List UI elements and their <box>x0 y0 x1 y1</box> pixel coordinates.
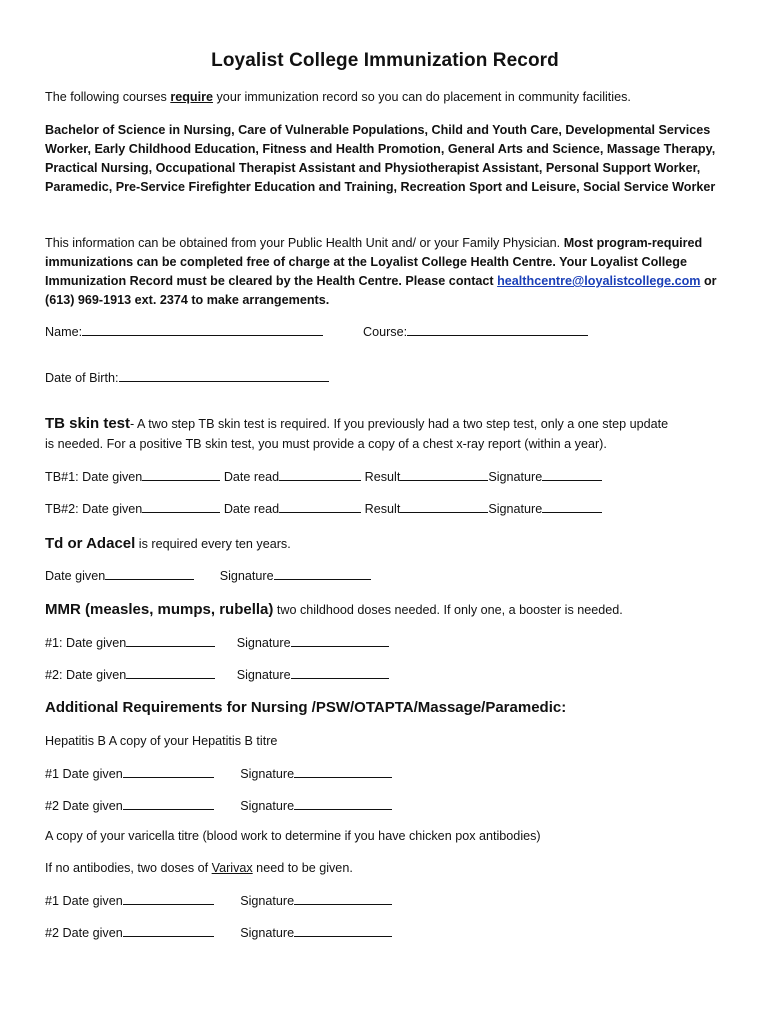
td-signature-line[interactable] <box>274 567 371 580</box>
td-row: Date given Signature <box>45 567 371 583</box>
tb2-result-line[interactable] <box>400 500 488 513</box>
tb1-row: TB#1: Date given Date read Result Signature <box>45 468 602 484</box>
tb1-result-line[interactable] <box>400 468 488 481</box>
page-title: Loyalist College Immunization Record <box>211 50 559 71</box>
varivax-word: Varivax <box>211 861 253 875</box>
dob-field-row <box>45 369 329 385</box>
tb2-date-read-line[interactable] <box>279 500 361 513</box>
dob-label: Date of Birth: <box>45 371 119 385</box>
tb1-signature-line[interactable] <box>542 468 602 481</box>
td-section: Td or Adacel is required every ten years. <box>45 535 291 552</box>
mmr1-signature-line[interactable] <box>291 634 389 647</box>
varivax1-date-given-line[interactable] <box>123 892 214 905</box>
require-emphasis: require <box>170 90 214 104</box>
name-label: Name: <box>45 325 83 339</box>
tb-heading: TB skin test <box>45 415 131 432</box>
tb2-signature-line[interactable] <box>542 500 602 513</box>
hepb2-date-given-line[interactable] <box>123 797 214 810</box>
tb2-date-given-line[interactable] <box>142 500 220 513</box>
tb1-date-given-line[interactable] <box>142 468 220 481</box>
tb-description: is needed. For a positive TB skin test, you must provide a copy of a chest x-ray report (within a year). <box>45 437 607 451</box>
varivax2-row: #2 Date given Signature <box>45 924 392 940</box>
mmr2-row: #2: Date given Signature <box>45 666 389 682</box>
course-input-line[interactable] <box>407 323 588 336</box>
course-field-row <box>363 323 588 339</box>
varivax1-row: #1 Date given Signature <box>45 892 392 908</box>
tb1-date-read-line[interactable] <box>279 468 361 481</box>
info-paragraph: This information can be obtained from your Public Health Unit and/ or your Family Physician. Most program-required immunizations can be completed free of charge at the Loyalist College Health Centre. Your Loyalist College Immunization Record must be cleared by the Health Centre. Please contact healthcentre@loyalistcollege.com or (613) 969-1913 ext. 2374 to make arrangements. <box>45 236 717 307</box>
varivax2-date-given-line[interactable] <box>123 924 214 937</box>
varivax1-signature-line[interactable] <box>294 892 392 905</box>
varivax-text: If no antibodies, two doses of Varivax need to be given. <box>45 861 353 875</box>
dob-input-line[interactable] <box>119 369 329 382</box>
name-input-line[interactable] <box>82 323 323 336</box>
tb-section: TB skin test- A two step TB skin test is required. If you previously had a two step test, only a one step update <box>45 415 669 432</box>
additional-heading: Additional Requirements for Nursing /PSW/OTAPTA/Massage/Paramedic: <box>45 699 567 716</box>
intro-text: The following courses require your immunization record so you can do placement in community facilities. <box>45 90 631 104</box>
hepatitis-b-text: Hepatitis B A copy of your Hepatitis B titre <box>45 734 278 748</box>
mmr-section: MMR (measles, mumps, rubella) two childhood doses needed. If only one, a booster is needed. <box>45 601 623 618</box>
mmr2-date-given-line[interactable] <box>126 666 215 679</box>
hepb2-row: #2 Date given Signature <box>45 797 392 813</box>
mmr1-row: #1: Date given Signature <box>45 634 389 650</box>
health-centre-email-link[interactable]: healthcentre@loyalistcollege.com <box>497 274 701 288</box>
td-heading: Td or Adacel <box>45 535 136 552</box>
name-field-row <box>45 323 323 339</box>
hepb1-date-given-line[interactable] <box>123 765 214 778</box>
tb2-row: TB#2: Date given Date read Result Signature <box>45 500 602 516</box>
varicella-text: A copy of your varicella titre (blood work to determine if you have chicken pox antibodies) <box>45 829 541 843</box>
varivax2-signature-line[interactable] <box>294 924 392 937</box>
mmr-heading: MMR (measles, mumps, rubella) <box>45 601 274 618</box>
hepb1-row: #1 Date given Signature <box>45 765 392 781</box>
mmr2-signature-line[interactable] <box>291 666 389 679</box>
course-label: Course: <box>363 325 408 339</box>
td-date-given-line[interactable] <box>105 567 194 580</box>
course-list: Bachelor of Science in Nursing, Care of Vulnerable Populations, Child and Youth Care, Developmental Services Worker, Early Childhood Education, Fitness and Health Promotion, General Arts and Science, Massage Therapy, Practical Nursing, Occupational Therapist Assistant and Physiotherapist Assistant, Personal Support Worker, Paramedic, Pre-Service Firefighter Education and Training, Recreation Sport and Leisure, Social Service Worker <box>45 123 716 194</box>
mmr1-date-given-line[interactable] <box>126 634 215 647</box>
hepb2-signature-line[interactable] <box>294 797 392 810</box>
hepb1-signature-line[interactable] <box>294 765 392 778</box>
